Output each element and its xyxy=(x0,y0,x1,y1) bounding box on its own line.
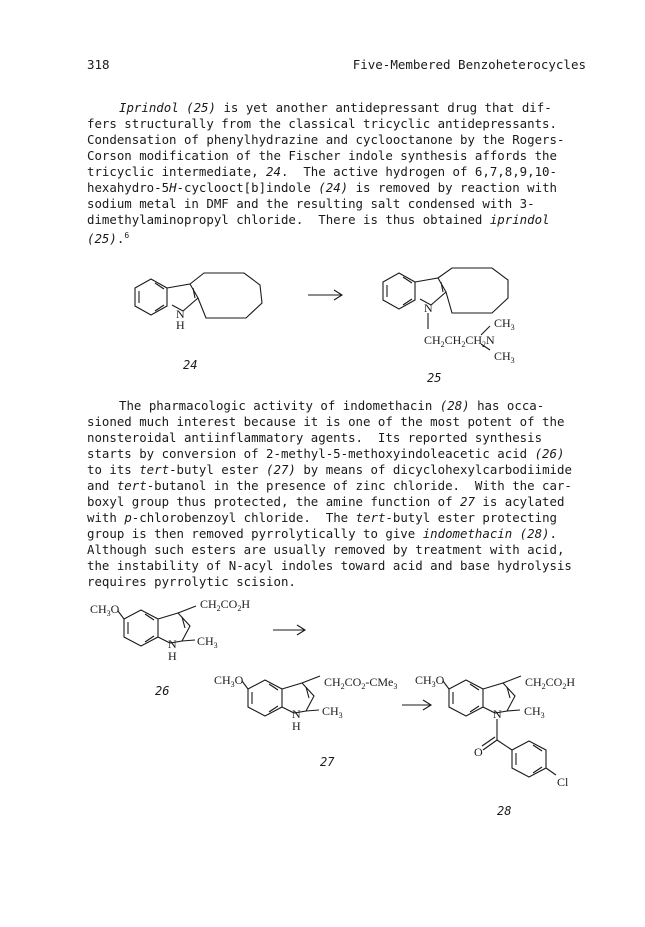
compound-27-side-chain: CH2CO2-CMe3 xyxy=(324,675,398,691)
compound-27-n-atom: N xyxy=(292,707,301,721)
compound-26-methoxy: CH3O xyxy=(90,602,120,618)
compound-25-n-atom: N xyxy=(424,301,433,315)
reaction-arrow-2 xyxy=(273,625,305,635)
compound-25-ch3-b: CH3 xyxy=(494,349,515,365)
compound-28-structure xyxy=(415,673,575,789)
compound-26-side-chain: CH2CO2H xyxy=(200,597,251,613)
compound-26-n-atom: N xyxy=(168,637,177,651)
compound-28-methoxy: CH3O xyxy=(415,673,445,689)
compound-24-h-atom: H xyxy=(176,318,185,332)
compound-28-oxygen: O xyxy=(474,745,483,759)
compound-24-structure xyxy=(135,273,262,332)
compound-28-methyl: CH3 xyxy=(524,704,545,720)
compound-27-methyl: CH3 xyxy=(322,704,343,720)
paragraph-indomethacin: The pharmacologic activity of indomethacin (28) has occa- sioned much interest because it is one of the most potent of the nonsteroidal antiinflammatory agents. Its reported synthesis starts by conversion of 2-methyl-5-methoxyindoleacetic acid (26) to its tert-butyl ester (27) by means of dicyclohexylcarbodiimide and tert-butanol in the presence of zinc chloride. With the car- boxyl group thus protected, the amine function of 27 is acylated with p-chlorobenzoyl chloride. The tert-butyl ester protecting group is then removed pyrrolytically to give indomethacin (28). Although such esters are usually removed by treatment with acid, the instability of N-acyl indoles toward acid and base hydrolysis requires pyrrolytic scision. xyxy=(87,398,572,589)
compound-26-h-atom: H xyxy=(168,649,177,663)
compound-25-ch3-a: CH3 xyxy=(494,316,515,332)
compound-25-label: 25 xyxy=(427,371,442,385)
compound-27-methoxy: CH3O xyxy=(214,673,244,689)
compound-24-n-atom: N xyxy=(176,307,185,321)
reaction-arrow-1 xyxy=(308,290,342,300)
compound-25-chain: CH2CH2CH2N xyxy=(424,333,495,349)
compound-27-label: 27 xyxy=(320,755,335,769)
compound-25-structure xyxy=(383,268,515,365)
reaction-arrow-3 xyxy=(402,700,431,710)
compound-26-methyl: CH3 xyxy=(197,634,218,650)
compound-26-structure xyxy=(90,597,250,663)
compound-28-n-atom: N xyxy=(493,707,502,721)
compound-24-label: 24 xyxy=(183,358,198,372)
running-title: Five-Membered Benzoheterocycles xyxy=(352,57,586,72)
compound-28-label: 28 xyxy=(497,804,512,818)
page-number: 318 xyxy=(87,57,110,72)
paragraph-iprindol: Iprindol (25) is yet another antidepressant drug that dif- fers structurally from the classical tricyclic antidepressants. Condensation of phenylhydrazine and cyclooctanone by the Rogers- Corson modification of the Fischer indole synthesis affords the tricyclic intermediate, 24. The active hydrogen of 6,7,8,9,10- hexahydro-5H-cyclooct[b]indole (24) is removed by reaction with sodium metal in DMF and the resulting salt condensed with 3- dimethylaminopropyl chloride. There is thus obtained iprindol (25).$^6$ xyxy=(87,100,565,247)
compound-27-structure xyxy=(214,673,397,733)
compound-28-chlorine: Cl xyxy=(557,775,569,789)
compound-27-h-atom: H xyxy=(292,719,301,733)
compound-28-side-chain: CH2CO2H xyxy=(525,675,576,691)
compound-26-label: 26 xyxy=(155,684,170,698)
